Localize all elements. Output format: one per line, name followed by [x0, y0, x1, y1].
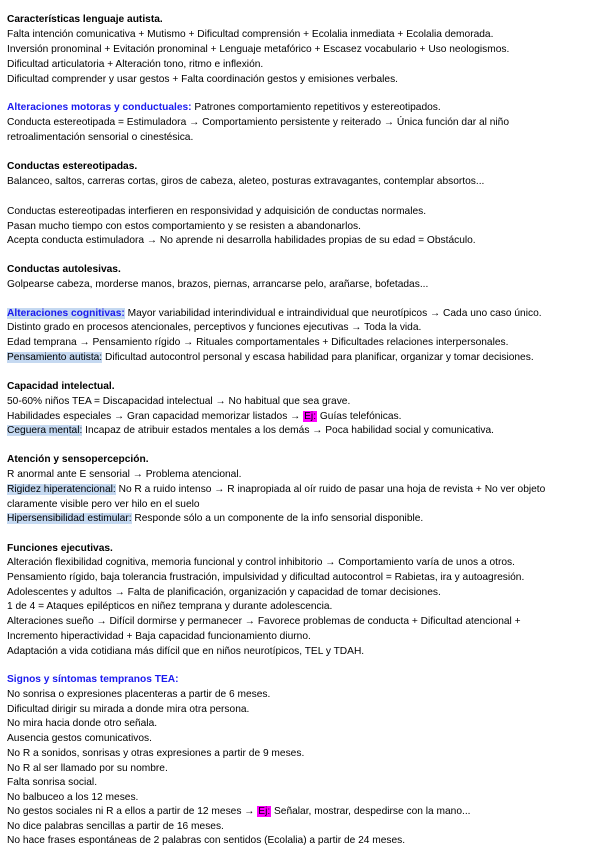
text-line: Adolescentes y adultos → Falta de planificación, organización y capacidad de tomar decisiones. — [7, 587, 441, 598]
section-heading: Signos y síntomas tempranos TEA: — [7, 674, 179, 685]
text-line: Dificultad articulatoria + Alteración tono, ritmo e inflexión. — [7, 59, 264, 70]
text-line: retroalimentación sensorial o cinestésica. — [7, 132, 194, 143]
highlighted-term: Ceguera mental: — [7, 425, 83, 436]
highlighted-term: Pensamiento autista: — [7, 352, 103, 363]
list-item: Ausencia gestos comunicativos. — [7, 733, 152, 744]
text-span: Incapaz de atribuir estados mentales a los demás → Poca habilidad social y comunicativa. — [82, 425, 495, 436]
example-tag: Ej: — [258, 806, 271, 817]
text-line: Pasan mucho tiempo con estos comportamiento y se resisten a abandonarlos. — [7, 221, 361, 232]
text-line — [7, 424, 596, 438]
list-item: No R al ser llamado por su nombre. — [7, 763, 168, 774]
text-line: Distinto grado en procesos atencionales, perceptivos y funciones ejecutivas → Toda la vida. — [7, 322, 422, 333]
text-line — [7, 307, 596, 321]
text-span: Patrones comportamiento repetitivos y estereotipados. — [191, 102, 441, 113]
list-item: No sonrisa o expresiones placenteras a partir de 6 meses. — [7, 689, 271, 700]
text-line: Golpearse cabeza, morderse manos, brazos, piernas, arrancarse pelo, arañarse, bofetadas... — [7, 279, 429, 290]
text-line — [7, 512, 596, 526]
text-line: Alteraciones sueño → Difícil dormirse y permanecer → Favorece problemas de conducta + Dificultad atencional + — [7, 616, 521, 627]
section-heading: Alteraciones motoras y conductuales: — [7, 102, 192, 113]
list-item: No R a sonidos, sonrisas y otras expresiones a partir de 9 meses. — [7, 748, 305, 759]
section-heading: Capacidad intelectual. — [7, 381, 115, 392]
section-heading: Características lenguaje autista. — [7, 14, 163, 25]
text-line — [7, 351, 596, 365]
text-line: Adaptación a vida cotidiana más difícil que en niños neurotípicos, TEL y TDAH. — [7, 646, 365, 657]
text-span: Señalar, mostrar, despedirse con la mano... — [271, 806, 471, 817]
text-line: Dificultad comprender y usar gestos + Falta coordinación gestos y emisiones verbales. — [7, 74, 398, 85]
text-line: Incremento hiperactividad + Baja capacidad funcionamiento diurno. — [7, 631, 311, 642]
text-line: Balanceo, saltos, carreras cortas, giros de cabeza, aleteo, posturas extravagantes, contemplar absortos... — [7, 176, 485, 187]
text-line: Acepta conducta estimuladora → No aprende ni desarrolla habilidades propias de su edad = Obstáculo. — [7, 235, 476, 246]
text-line: Conductas estereotipadas interfieren en responsividad y adquisición de conductas normales. — [7, 206, 427, 217]
section-heading: Conductas autolesivas. — [7, 264, 121, 275]
text-span: Dificultad autocontrol personal y escasa habilidad para planificar, organizar y tomar decisiones. — [102, 352, 534, 363]
text-line: Alteración flexibilidad cognitiva, memoria funcional y control inhibitorio → Comportamiento varía de unos a otros. — [7, 557, 515, 568]
example-tag: Ej: — [304, 411, 317, 422]
text-line: Edad temprana → Pensamiento rígido → Rituales comportamentales + Dificultades relaciones interpersonales. — [7, 337, 509, 348]
text-line — [7, 410, 596, 424]
section-heading: Alteraciones cognitivas: — [7, 308, 125, 319]
text-line — [7, 483, 596, 497]
text-line: Pensamiento rígido, baja tolerancia frustración, impulsividad y dificultad autocontrol = Rabietas, ira y autoagresión. — [7, 572, 525, 583]
list-item: No hace frases espontáneas de 2 palabras con sentidos (Ecolalia) a partir de 24 meses. — [7, 835, 406, 846]
text-line: claramente visible pero ver hilo en el suelo — [7, 499, 200, 510]
text-span: Habilidades especiales → Gran capacidad memorizar listados → — [7, 411, 304, 422]
section-heading: Conductas estereotipadas. — [7, 161, 138, 172]
highlighted-term: Rigidez hiperatencional: — [7, 484, 116, 495]
text-span: Guías telefónicas. — [317, 411, 402, 422]
section-heading: Funciones ejecutivas. — [7, 543, 113, 554]
list-item: Falta sonrisa social. — [7, 777, 98, 788]
text-span: No gestos sociales ni R a ellos a partir de 12 meses → — [7, 806, 258, 817]
text-line — [7, 101, 596, 115]
text-line: 1 de 4 = Ataques epilépticos en niñez temprana y durante adolescencia. — [7, 601, 333, 612]
list-item — [7, 805, 596, 819]
text-line: R anormal ante E sensorial → Problema atencional. — [7, 469, 242, 480]
text-line: Inversión pronominal + Evitación pronominal + Lenguaje metafórico + Escasez vocabulario + Uso neologismos. — [7, 44, 510, 55]
section-heading: Atención y sensopercepción. — [7, 454, 149, 465]
text-span: Mayor variabilidad interindividual e intraindividual que neurotípicos → Cada uno caso único. — [124, 308, 542, 319]
text-line: Conducta estereotipada = Estimuladora → Comportamiento persistente y reiterado → Única función dar al niño — [7, 117, 510, 128]
text-span: Responde sólo a un componente de la info sensorial disponible. — [131, 513, 424, 524]
text-line: 50-60% niños TEA = Discapacidad intelectual → No habitual que sea grave. — [7, 396, 351, 407]
list-item: Dificultad dirigir su mirada a donde mira otra persona. — [7, 704, 250, 715]
list-item: No mira hacia donde otro señala. — [7, 718, 158, 729]
text-span: No R a ruido intenso → R inapropiada al oír ruido de pasar una hoja de revista + No ver objeto — [115, 484, 546, 495]
list-item: No dice palabras sencillas a partir de 16 meses. — [7, 821, 224, 832]
list-item: No balbuceo a los 12 meses. — [7, 792, 139, 803]
highlighted-term: Hipersensibilidad estimular: — [7, 513, 132, 524]
text-line: Falta intención comunicativa + Mutismo + Dificultad comprensión + Ecolalia inmediata + Ecolalia demorada. — [7, 29, 494, 40]
